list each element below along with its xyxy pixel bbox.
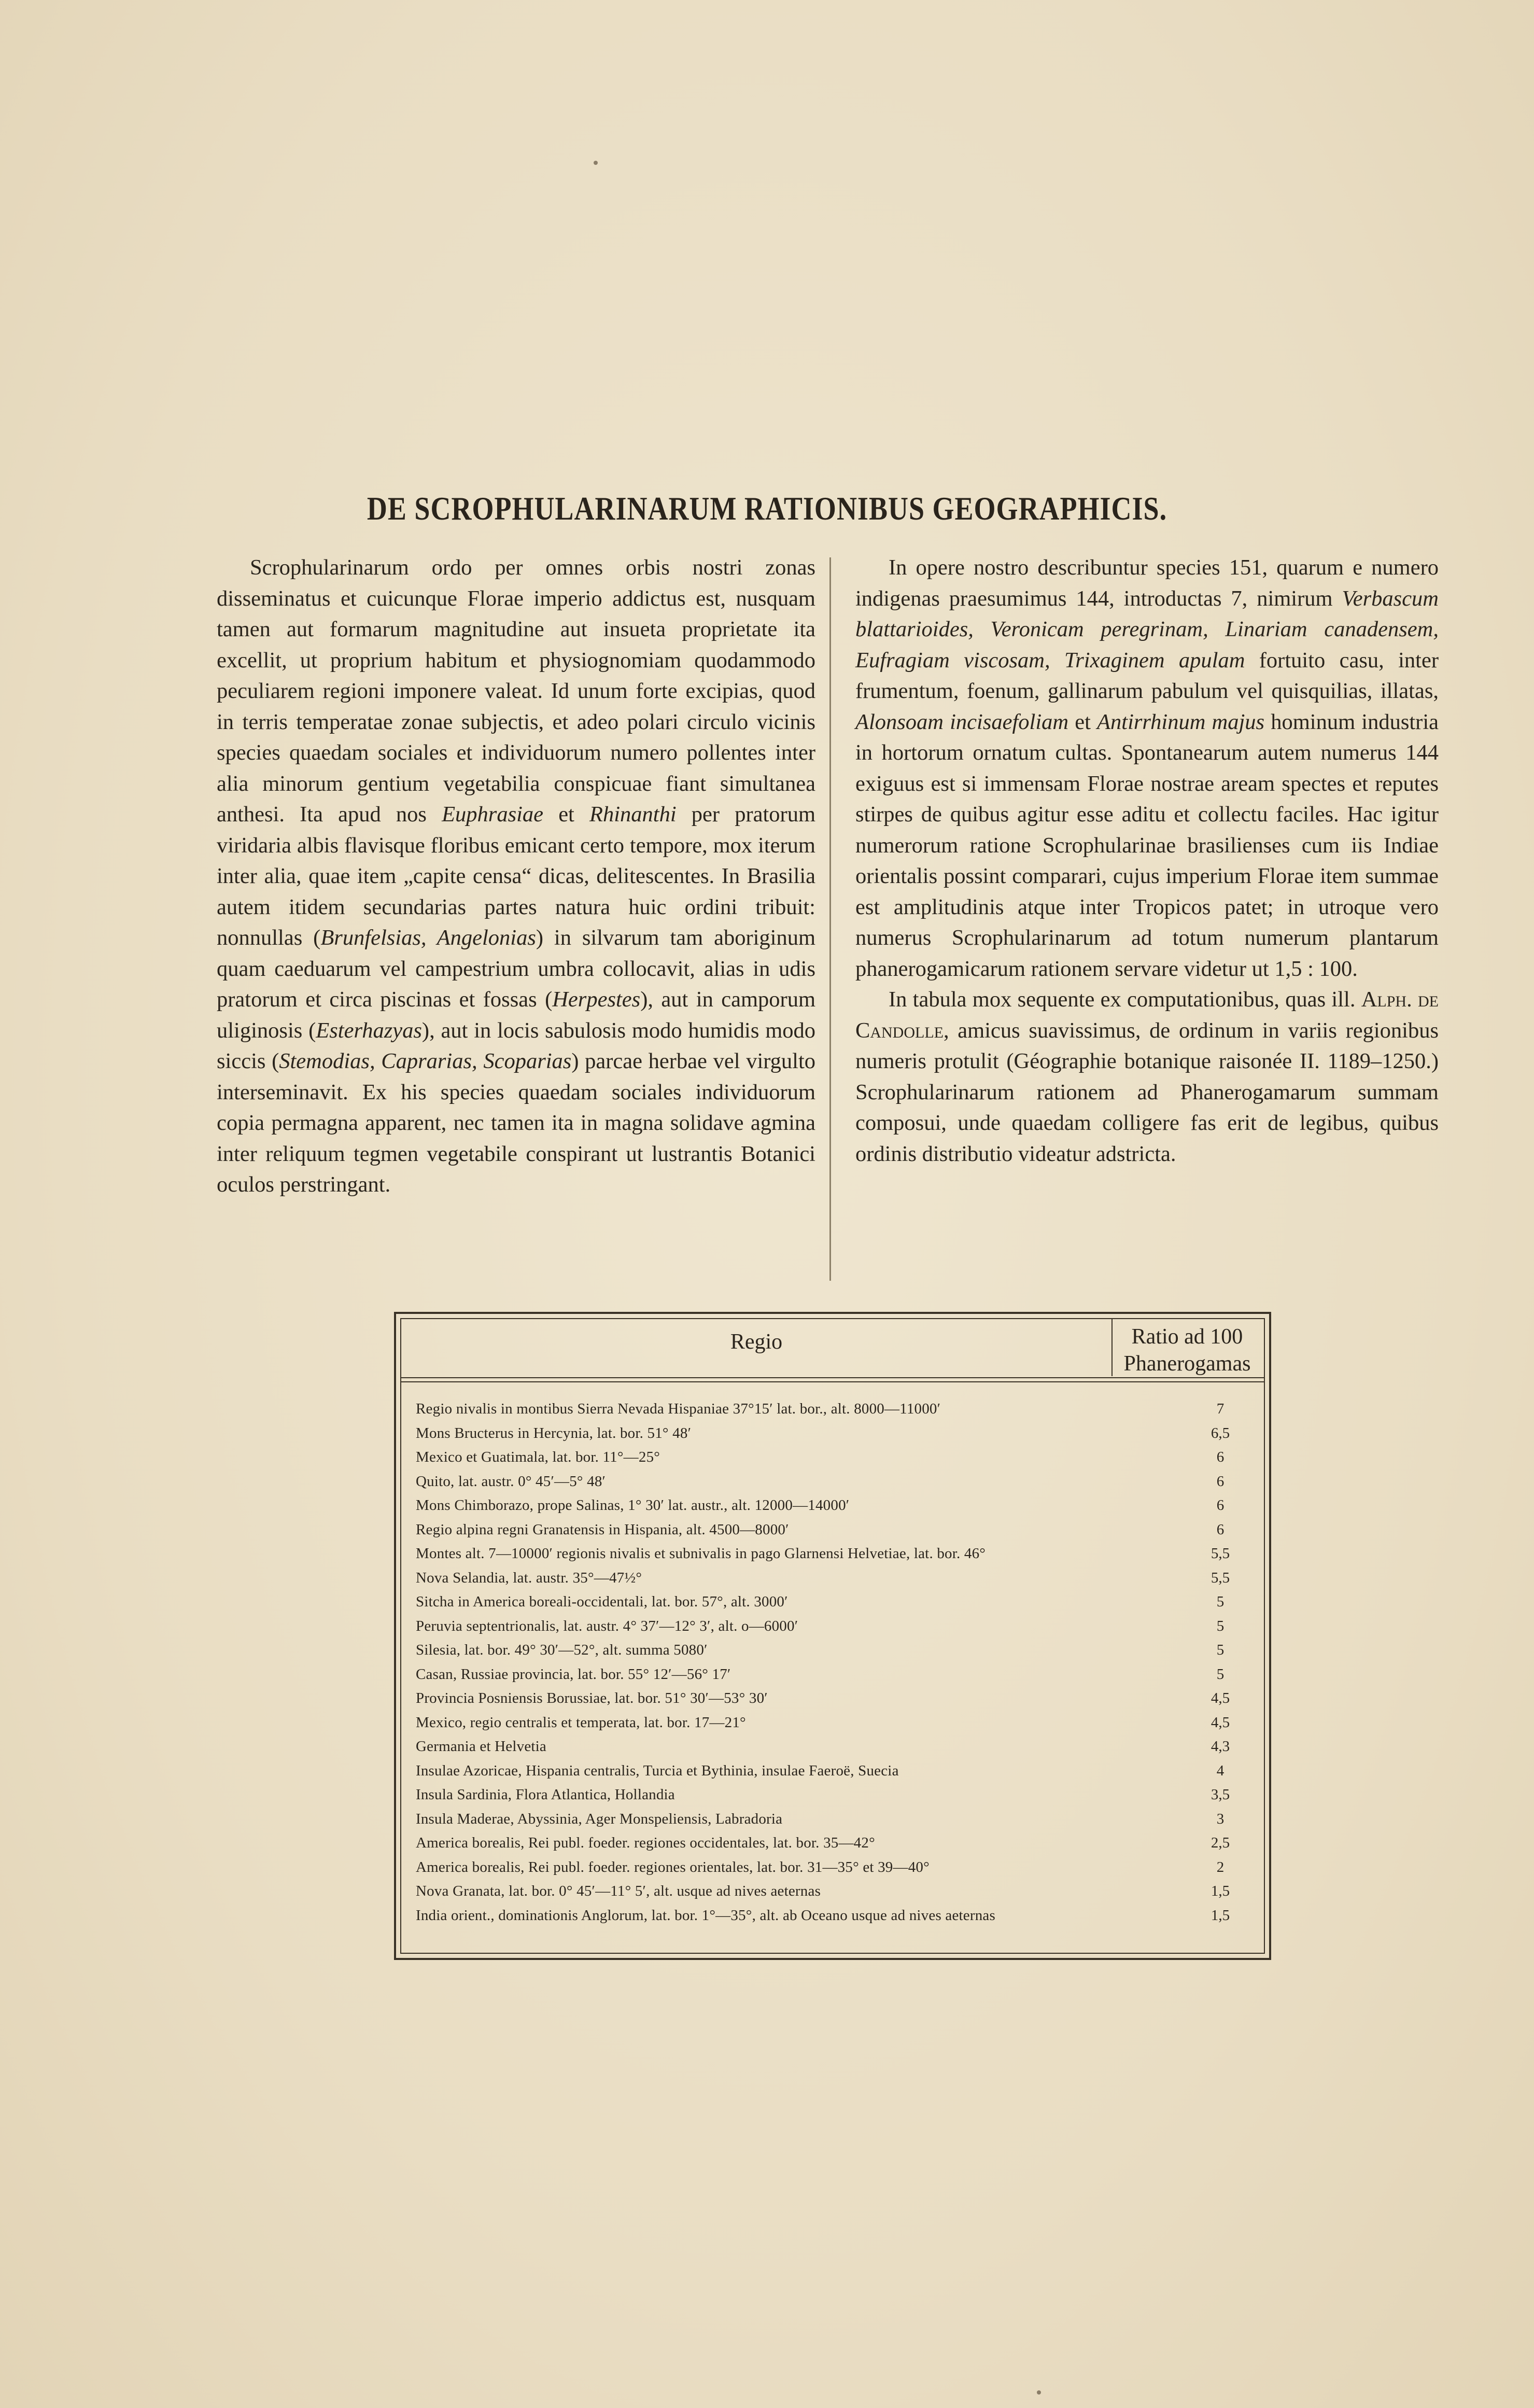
table-cell-ratio: 5: [1216, 1593, 1225, 1610]
table-row: [401, 1734, 1264, 1759]
table-row: [401, 1686, 1264, 1711]
italic-span: Herpestes: [552, 987, 641, 1012]
paper-speck: [594, 161, 598, 165]
table-cell-ratio: 4,3: [1211, 1738, 1230, 1755]
table-cell-ratio: 1,5: [1211, 1883, 1230, 1899]
small-caps-span: Alph. de Candolle: [855, 987, 1439, 1043]
table-row: [401, 1662, 1264, 1687]
table-header-rule: [401, 1381, 1264, 1382]
table-cell-region: Mons Chimborazo, prope Salinas, 1° 30′ lat. austr., alt. 12000—14000′: [416, 1497, 850, 1514]
text-span: , amicus suavissimus, de ordinum in variis regionibus numeris protulit (Géographie botanique raisonée II. 1189–1250.) Scrophularinarum rationem ad Phanerogamarum summam composui, unde quaedam colligere fas erit de legibus, quibus ordinis distributio videatur adstricta.: [855, 1018, 1439, 1166]
page-title: DE SCROPHULARINARUM RATIONIBUS GEOGRAPHICIS.: [367, 490, 1167, 527]
table-row: [401, 1855, 1264, 1880]
table-cell-ratio: 5: [1216, 1617, 1225, 1634]
table-cell-ratio: 4,5: [1211, 1714, 1230, 1731]
table-cell-region: Insula Maderae, Abyssinia, Ager Monspeliensis, Labradoria: [416, 1810, 783, 1827]
text-span: In tabula mox sequente ex computationibus, quas ill.: [889, 987, 1361, 1012]
table-cell-region: Peruvia septentrionalis, lat. austr. 4° 37′—12° 3′, alt. o—6000′: [416, 1617, 798, 1634]
table-row: [401, 1397, 1264, 1421]
table-cell-region: Quito, lat. austr. 0° 45′—5° 48′: [416, 1473, 606, 1490]
table-row: [401, 1759, 1264, 1783]
table-cell-ratio: 3: [1216, 1810, 1225, 1827]
right-column: [855, 552, 1439, 1169]
text-span: fortuito casu, inter frumentum, foenum, gallinarum pabulum vel quisquilias, illatas,: [855, 648, 1439, 703]
table-row: [401, 1518, 1264, 1542]
table-cell-region: Nova Granata, lat. bor. 0° 45′—11° 5′, alt. usque ad nives aeternas: [416, 1883, 821, 1899]
italic-span: Rhinanthi: [589, 802, 677, 827]
left-column: [217, 552, 815, 1200]
table-cell-region: Silesia, lat. bor. 49° 30′—52°, alt. summa 5080′: [416, 1642, 708, 1658]
table-row: [401, 1831, 1264, 1855]
table-cell-region: Regio alpina regni Granatensis in Hispania, alt. 4500—8000′: [416, 1521, 789, 1538]
table-row: [401, 1711, 1264, 1735]
paragraph: [217, 552, 815, 1200]
paragraph: [855, 984, 1439, 1169]
table-header-ratio-line1: Ratio ad 100: [1131, 1325, 1243, 1349]
text-span: ), aut in camporum uliginosis (: [217, 987, 815, 1043]
table-row: [401, 1903, 1264, 1928]
table-cell-ratio: 6: [1216, 1473, 1225, 1490]
italic-span: Verbascum blattarioides, Veronicam peregrinam, Linariam canadensem, Eufragiam viscosam, Trixaginem apulam: [855, 586, 1439, 673]
table-cell-ratio: 2,5: [1211, 1835, 1230, 1851]
paragraph: [855, 552, 1439, 984]
table-cell-region: Casan, Russiae provincia, lat. bor. 55° 12′—56° 17′: [416, 1665, 731, 1683]
table-header-rule: [401, 1377, 1264, 1378]
table-body: [401, 1397, 1264, 1927]
table-cell-ratio: 6: [1216, 1521, 1225, 1538]
table-cell-ratio: 6,5: [1211, 1424, 1230, 1441]
text-span: et: [1068, 709, 1097, 734]
table-cell-region: Nova Selandia, lat. austr. 35°—47½°: [416, 1569, 642, 1586]
table-row: [401, 1421, 1264, 1446]
table-cell-ratio: 5: [1216, 1665, 1225, 1683]
table-cell-ratio: 5,5: [1211, 1569, 1230, 1586]
italic-span: Antirrhinum majus: [1097, 709, 1265, 734]
table-header-ratio-line2: Phanerogamas: [1123, 1352, 1251, 1376]
table-header-ratio: [1111, 1319, 1262, 1376]
table-cell-region: Mexico, regio centralis et temperata, lat. bor. 17—21°: [416, 1714, 746, 1731]
table-row: [401, 1566, 1264, 1590]
italic-span: Stemodias, Caprarias, Scoparias: [279, 1049, 572, 1073]
italic-span: Esterhazyas: [316, 1018, 422, 1043]
text-span: ) parcae herbae vel virgulto interseminavit. Ex his species quaedam sociales individuorum copia permagna apparent, nec tamen ita in magna solidave agmina inter reliquum tegmen vegetabile conspirant ut lustrantis Botanici oculos perstringant.: [217, 1049, 815, 1197]
table-row: [401, 1638, 1264, 1662]
table-cell-region: America borealis, Rei publ. foeder. regiones occidentales, lat. bor. 35—42°: [416, 1835, 875, 1851]
table-cell-ratio: 5: [1216, 1642, 1225, 1658]
table-cell-region: America borealis, Rei publ. foeder. regiones orientales, lat. bor. 31—35° et 39—40°: [416, 1858, 930, 1875]
table-cell-region: Mexico et Guatimala, lat. bor. 11°—25°: [416, 1449, 660, 1465]
table-cell-region: Provincia Posniensis Borussiae, lat. bor. 51° 30′—53° 30′: [416, 1690, 768, 1706]
table-row: [401, 1542, 1264, 1566]
table-row: [401, 1493, 1264, 1518]
italic-span: Brunfelsias, Angelonias: [320, 926, 536, 950]
text-span: et: [543, 802, 590, 827]
text-span: ) in silvarum tam aboriginum quam caeduarum vel campestrium umbra collocavit, alias in udis pratorum et circa piscinas et fossas (: [217, 926, 816, 1012]
ratio-table: [394, 1312, 1271, 1960]
table-cell-ratio: 4: [1216, 1762, 1225, 1779]
text-span: per pratorum viridaria albis flavisque floribus emicant certo tempore, mox iterum inter alia, quae item „capite censa“ dicas, delitescentes. In Brasilia autem itidem secundarias partes natura huic ordini tribuit: nonnullas (: [217, 802, 816, 950]
table-cell-region: Germania et Helvetia: [416, 1738, 546, 1755]
table-row: [401, 1590, 1264, 1614]
italic-span: Euphrasiae: [442, 802, 544, 827]
table-inner-frame: [400, 1318, 1265, 1954]
table-cell-region: India orient., dominationis Anglorum, lat. bor. 1°—35°, alt. ab Oceano usque ad nives aeternas: [416, 1907, 995, 1924]
text-span: hominum industria in hortorum ornatum cultas. Spontanearum autem numerus 144 exiguus est si immensam Florae nostrae aream spectes et reputes stirpes de quibus agitur esse aditu et collectu faciles. Hac igitur numerorum ratione Scrophularinae brasilienses cum iis Indiae orientalis possint comparari, cujus imperium Florae item summae est amplitudinis atque inter Tropicos patet; in utroque vero numerus Scrophularinarum ad totum numerum plantarum phanerogamicarum rationem servare videtur ut 1,5 : 100.: [855, 709, 1439, 981]
paper-speck: [1037, 2390, 1041, 2395]
table-row: [401, 1783, 1264, 1807]
table-cell-ratio: 6: [1216, 1497, 1225, 1514]
table-header-region: Regio: [730, 1330, 783, 1354]
table-cell-ratio: 5,5: [1211, 1545, 1230, 1562]
table-row: [401, 1614, 1264, 1639]
table-cell-region: Insula Sardinia, Flora Atlantica, Hollandia: [416, 1786, 675, 1803]
table-row: [401, 1445, 1264, 1469]
table-cell-ratio: 2: [1216, 1858, 1225, 1875]
column-divider: [829, 557, 831, 1281]
italic-span: Alonsoam incisaefoliam: [855, 709, 1069, 734]
table-row: [401, 1807, 1264, 1831]
table-row: [401, 1469, 1264, 1494]
table-cell-region: Sitcha in America boreali-occidentali, lat. bor. 57°, alt. 3000′: [416, 1593, 788, 1610]
text-span: ), aut in locis sabulosis modo humidis modo siccis (: [217, 1018, 816, 1073]
table-cell-ratio: 6: [1216, 1449, 1225, 1465]
table-cell-ratio: 3,5: [1211, 1786, 1230, 1803]
text-span: In opere nostro describuntur species 151, quarum e numero indigenas praesumimus 144, introductas 7, nimirum: [855, 555, 1439, 611]
table-cell-ratio: 1,5: [1211, 1907, 1230, 1924]
table-row: [401, 1879, 1264, 1903]
table-cell-region: Insulae Azoricae, Hispania centralis, Turcia et Bythinia, insulae Faeroë, Suecia: [416, 1762, 899, 1779]
table-cell-ratio: 4,5: [1211, 1690, 1230, 1706]
text-span: Scrophularinarum ordo per omnes orbis nostri zonas disseminatus et cuicunque Florae imperio addictus est, nusquam tamen aut formarum magnitudine aut insueta proprietate ita excellit, ut proprium habitum et physiognomiam quodammodo peculiarem regioni imponere valeat. Id unum forte excipias, quod in terris temperatae zonae subjectis, et adeo polari circulo vicinis species quaedam sociales et individuorum numero pollentes inter alia minorum gentium vegetabilia conspicuae fiant simultanea anthesi. Ita apud nos: [217, 555, 815, 827]
table-cell-ratio: 7: [1216, 1401, 1225, 1417]
table-cell-region: Mons Bructerus in Hercynia, lat. bor. 51° 48′: [416, 1424, 692, 1441]
table-cell-region: Regio nivalis in montibus Sierra Nevada Hispaniae 37°15′ lat. bor., alt. 8000—11000′: [416, 1401, 941, 1417]
table-cell-region: Montes alt. 7—10000′ regionis nivalis et subnivalis in pago Glarnensi Helvetiae, lat. bor. 46°: [416, 1545, 986, 1562]
